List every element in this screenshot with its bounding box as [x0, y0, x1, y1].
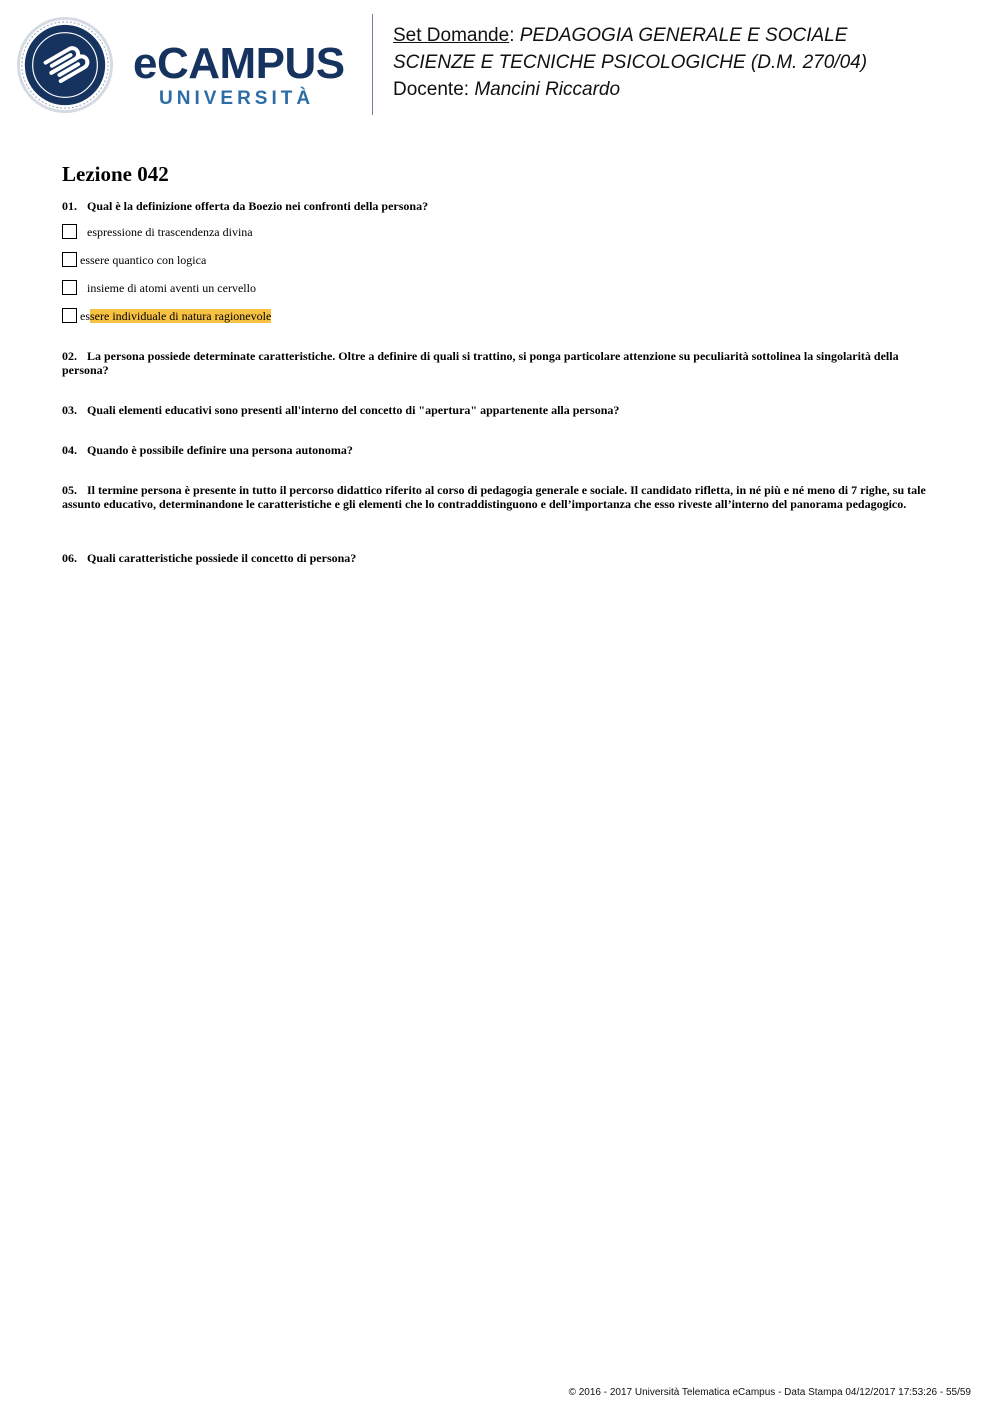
question-number: 02.	[62, 349, 77, 363]
brand-name: eCAMPUS	[133, 39, 345, 88]
header-info	[393, 22, 867, 103]
question-05	[62, 483, 942, 511]
brand-subtitle: UNIVERSITÀ	[159, 88, 315, 109]
question-text: Il termine persona è presente in tutto il percorso didattico riferito al corso di pedagogia generale e sociale. Il candidato rifletta, in né più e né meno di 7 righe, su tale assunto educativo, determinandone le caratteristiche e gli elementi che lo contraddistinguono e dell’importanza che esso riveste all’interno del panorama pedagogico.	[62, 483, 926, 511]
ecampus-seal-icon	[16, 16, 114, 114]
question-text: Quando è possibile definire una persona autonoma?	[87, 443, 353, 457]
question-number: 03.	[62, 403, 77, 417]
question-text: Quali elementi educativi sono presenti all'interno del concetto di "apertura" appartenente alla persona?	[87, 403, 620, 417]
option-checkbox[interactable]	[62, 280, 77, 295]
question-number: 05.	[62, 483, 77, 497]
set-label: Set Domande	[393, 25, 510, 46]
page-footer: © 2016 - 2017 Università Telematica eCampus - Data Stampa 04/12/2017 17:53:26 - 55/59	[568, 1387, 971, 1398]
course-line-1: PEDAGOGIA GENERALE E SOCIALE	[519, 25, 848, 46]
answer-option-1[interactable]	[62, 224, 322, 240]
set-line	[393, 22, 867, 49]
answer-option-4[interactable]	[62, 308, 322, 324]
document-header	[0, 0, 1000, 130]
option-text	[80, 308, 271, 324]
option-checkbox[interactable]	[62, 308, 77, 323]
question-04	[62, 443, 942, 457]
header-divider	[372, 14, 373, 115]
question-number: 04.	[62, 443, 77, 457]
highlighted-correct-answer: sere individuale di natura ragionevole	[90, 309, 272, 323]
option-checkbox[interactable]	[62, 252, 77, 267]
ecampus-wordmark	[133, 40, 358, 115]
question-number: 06.	[62, 551, 77, 565]
answer-option-2[interactable]	[62, 252, 322, 268]
teacher-label: Docente:	[393, 79, 470, 100]
question-text: La persona possiede determinate caratteristiche. Oltre a definire di quali si trattino, si ponga particolare attenzione su peculiarità sottolinea la singolarità della persona?	[62, 349, 899, 377]
set-colon: :	[509, 25, 515, 46]
option-text-plain: es	[80, 309, 90, 323]
question-02	[62, 349, 942, 377]
question-01	[62, 199, 942, 213]
question-text: Qual è la definizione offerta da Boezio nei confronti della persona?	[87, 199, 429, 213]
teacher-name: Mancini Riccardo	[474, 79, 621, 100]
question-03	[62, 403, 942, 417]
option-text: essere quantico con logica	[80, 253, 207, 267]
question-number: 01.	[62, 199, 77, 213]
question-06	[62, 551, 942, 565]
question-text: Quali caratteristiche possiede il concetto di persona?	[87, 551, 357, 565]
teacher-line	[393, 76, 867, 103]
option-checkbox[interactable]	[62, 224, 77, 239]
answer-option-3[interactable]	[62, 280, 322, 296]
option-text: insieme di atomi aventi un cervello	[87, 281, 256, 295]
lesson-title: Lezione 042	[62, 162, 169, 186]
course-line-2: SCIENZE E TECNICHE PSICOLOGICHE (D.M. 270/04)	[393, 52, 868, 73]
option-text: espressione di trascendenza divina	[87, 225, 253, 239]
